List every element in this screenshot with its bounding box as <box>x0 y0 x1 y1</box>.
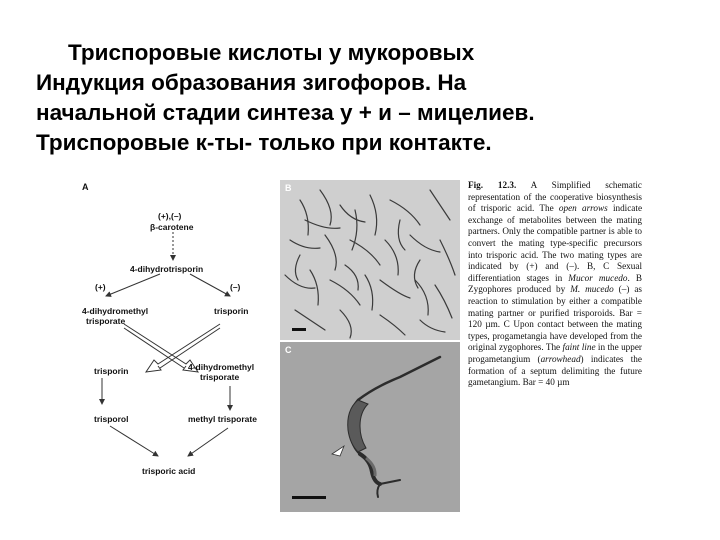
left-mid-label-1: 4-dihydromethyl <box>82 306 149 316</box>
trisporic-acid-label: trisporic acid <box>142 466 196 476</box>
caption-italic-2: Mucor mucedo <box>568 272 628 283</box>
beta-carotene-label: β-carotene <box>150 222 194 232</box>
arrow-converge-left <box>110 426 158 456</box>
panel-b-label: B <box>285 183 292 193</box>
photo-c-progametangia <box>280 342 460 512</box>
dihydrotrisporin-label: 4-dihydrotrisporin <box>130 264 204 274</box>
caption-italic-4: faint line <box>562 342 596 353</box>
title-line-4: Триспоровые к-ты- только при контакте. <box>36 130 492 155</box>
caption-part-2: indicate exchange of metabolites between the mating partners. Only the compatible partner is able to convert the mating type-specific precursors into trisporic acid. The two mating types are indicated by (+) and (–). B, C Sexual differentiation stages in <box>468 203 643 283</box>
open-arrow-left-to-right <box>124 324 198 372</box>
title-line-2: Индукция образования зигофоров. На <box>36 70 467 95</box>
right-mid-label: trisporin <box>214 306 249 316</box>
right-lower-label-1: 4-dihydromethyl <box>188 362 255 372</box>
trisporol-label: trisporol <box>94 414 129 424</box>
caption-part-6: ) indicates the formation of a septum delimiting the future gametangium. Bar = 40 µm <box>468 353 642 388</box>
mating-types-label: (+),(–) <box>158 211 182 221</box>
progametangia-micrograph <box>280 342 460 512</box>
methyl-trisporate-label: methyl trisporate <box>188 414 257 424</box>
left-mid-label-2: trisporate <box>86 316 126 326</box>
arrow-split-left <box>106 274 160 296</box>
title-line-1: Триспоровые кислоты у мукоровых <box>68 40 475 65</box>
right-lower-label-2: trisporate <box>200 372 240 382</box>
figure-caption <box>468 180 642 389</box>
figure-a-schematic <box>80 178 280 508</box>
panel-a-label: A <box>82 182 89 192</box>
caption-part-4: (–) as reaction to stimulation by either a compatible mating partner or purified trisporoids. Bar = 120 µm. C Upon contact between the mating types, progametangia have developed from the original zygophores. The <box>468 284 643 353</box>
caption-italic-3: M. mucedo <box>570 284 614 295</box>
caption-part-1: A Simplified schematic representation of the cooperative biosynthesis of trisporic acid. The <box>468 180 643 214</box>
caption-part-3: . B Zygophores produced by <box>468 272 642 295</box>
arrow-split-right <box>190 274 230 296</box>
caption-part-5: in the upper progametangium ( <box>468 342 642 364</box>
slide-title <box>36 38 696 158</box>
left-lower-label: trisporin <box>94 366 129 376</box>
arrow-converge-right <box>188 428 228 456</box>
caption-italic-5: arrowhead <box>540 353 581 364</box>
zygophores-micrograph <box>280 180 460 340</box>
caption-italic-1: open arrows <box>558 203 608 214</box>
caption-figure-number: Fig. 12.3. <box>468 180 517 190</box>
title-line-3: начальной стадии синтеза у + и – мицелиев. <box>36 100 535 125</box>
panel-c-label: C <box>285 345 292 355</box>
minus-label: (–) <box>230 282 241 292</box>
photo-b-zygophores <box>280 180 460 340</box>
plus-label: (+) <box>95 282 106 292</box>
